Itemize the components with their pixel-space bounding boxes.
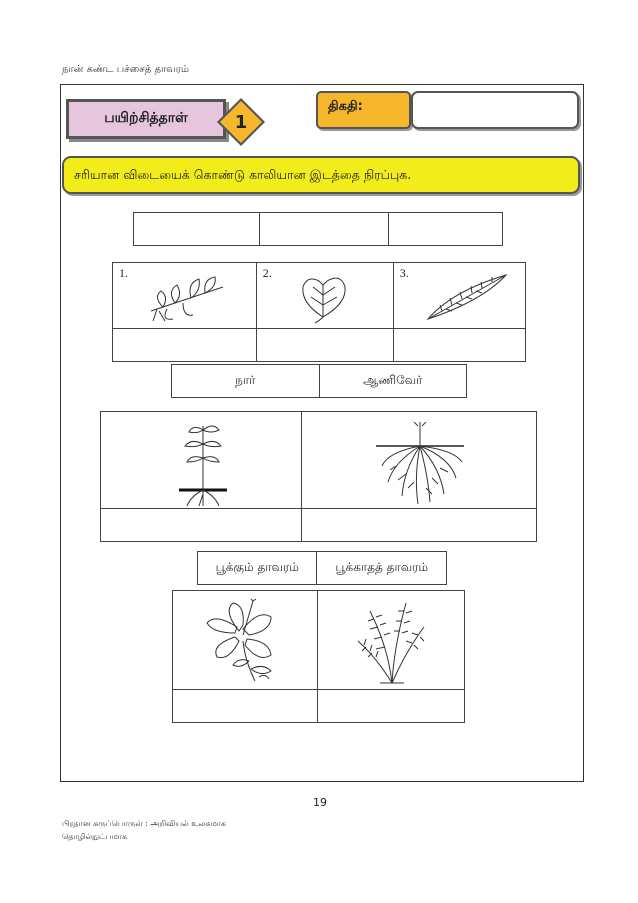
exercise-title: பயிற்சித்தாள் [66,99,226,139]
date-field[interactable] [411,91,579,129]
chapter-title: நான் கண்ட பச்சைத் தாவரம் [62,64,189,75]
root-answer-1[interactable] [101,509,302,542]
leaf-cell-1 [113,263,257,329]
page-number: 19 [313,796,327,809]
word-bank-cell-3[interactable] [388,213,502,246]
taproot-plant-icon [173,416,233,508]
root-image-cell-2 [301,412,536,509]
compound-leaf-branch-icon [143,269,228,324]
exercise-number: 1 [234,111,248,133]
flower-image-cell-1 [173,591,318,690]
root-label-1: நார் [172,365,320,398]
flower-answer-1[interactable] [173,690,318,723]
leaf-number-2: 2. [262,266,272,280]
leaf-number-1: 1. [119,266,128,280]
leaf-number-3: 3. [399,266,409,280]
footer-line-1: பிரதான கருப்பொருள் : அறிவியல் உலகமாக [62,819,227,828]
instruction-banner: சரியான விடையைக் கொண்டு காலியான இடத்தை நிரப்புக. [62,156,580,194]
footer [62,817,226,843]
root-label-2: ஆணிவேர் [319,365,467,398]
root-answer-2[interactable] [301,509,536,542]
word-bank-cell-2[interactable] [260,213,388,246]
flower-label-table [197,551,447,585]
root-label-table [171,364,467,398]
date-label: திகதி: [316,91,411,129]
flower-label-1: பூக்கும் தாவரம் [198,552,317,585]
leaf-answer-2[interactable] [256,329,393,362]
flower-image-cell-2 [318,591,465,690]
leaf-answer-3[interactable] [393,329,525,362]
leaf-cell-2 [256,263,393,329]
flower-label-2: பூக்காதத் தாவரம் [317,552,447,585]
root-table [100,411,537,542]
long-narrow-leaf-icon [422,271,512,323]
fern-plant-icon [350,597,434,687]
fibrous-root-icon [374,422,466,506]
hibiscus-flower-icon [199,597,291,685]
root-image-cell-1 [101,412,302,509]
flower-table [172,590,465,723]
heart-shaped-leaf-icon [293,269,353,325]
footer-line-2: தொழில்நுட்பமாக [62,832,128,841]
flower-answer-2[interactable] [318,690,465,723]
leaf-table [112,262,526,362]
word-bank-table [133,212,503,246]
leaf-answer-1[interactable] [113,329,257,362]
word-bank-cell-1[interactable] [134,213,260,246]
leaf-cell-3 [393,263,525,329]
